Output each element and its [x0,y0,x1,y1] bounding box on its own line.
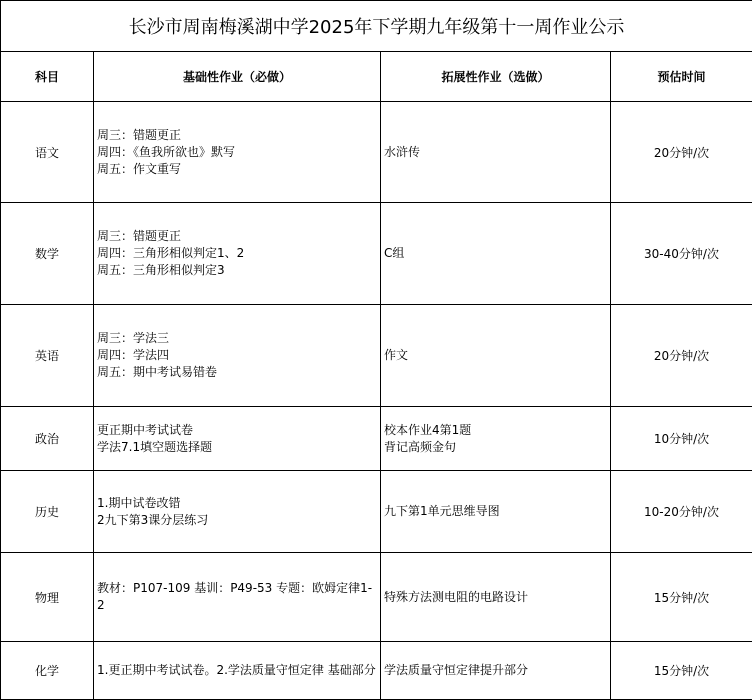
extended-homework-cell [381,642,611,700]
subject-cell: 物理 [1,553,94,642]
basic-homework-cell [94,102,381,203]
table-row [1,102,752,203]
table-row [1,642,752,700]
table-row [1,471,752,553]
basic-homework-line: 周三：错题更正 [97,228,377,245]
extended-homework-cell [381,102,611,203]
basic-homework-cell [94,407,381,471]
basic-homework-cell [94,553,381,642]
basic-homework-line: 2九下第3课分层练习 [97,512,377,529]
header-extended: 拓展性作业（选做） [381,52,611,102]
estimated-time-cell: 20分钟/次 [611,102,752,203]
subject-cell: 数学 [1,203,94,305]
basic-homework-line: 教材：P107-109 基训：P49-53 专题：欧姆定律1-2 [97,580,377,614]
estimated-time-cell: 10分钟/次 [611,407,752,471]
header-time: 预估时间 [611,52,752,102]
subject-cell: 政治 [1,407,94,471]
basic-homework-line: 周四：《鱼我所欲也》默写 [97,144,377,161]
basic-homework-line: 学法7.1填空题选择题 [97,439,377,456]
extended-homework-line: 特殊方法测电阻的电路设计 [384,589,607,606]
extended-homework-line: 水浒传 [384,144,607,161]
extended-homework-line: 校本作业4第1题 [384,422,607,439]
basic-homework-line: 周四：三角形相似判定1、2 [97,245,377,262]
table-row [1,553,752,642]
basic-homework-line: 周四：学法四 [97,347,377,364]
header-basic: 基础性作业（必做） [94,52,381,102]
extended-homework-line: C组 [384,245,607,262]
table-row [1,305,752,407]
basic-homework-line: 1.期中试卷改错 [97,495,377,512]
estimated-time-cell: 20分钟/次 [611,305,752,407]
extended-homework-line: 九下第1单元思维导图 [384,503,607,520]
extended-homework-cell [381,553,611,642]
basic-homework-cell [94,471,381,553]
table-body [1,102,752,700]
table-title: 长沙市周南梅溪湖中学2025年下学期九年级第十一周作业公示 [1,1,752,52]
basic-homework-cell [94,305,381,407]
basic-homework-line: 周三：学法三 [97,330,377,347]
basic-homework-line: 1.更正期中考试试卷。2.学法质量守恒定律 基础部分 [97,662,377,679]
basic-homework-line: 周五：期中考试易错卷 [97,364,377,381]
table-row [1,407,752,471]
estimated-time-cell: 15分钟/次 [611,642,752,700]
basic-homework-cell [94,642,381,700]
basic-homework-cell [94,203,381,305]
basic-homework-line: 周五：作文重写 [97,161,377,178]
basic-homework-line: 周五：三角形相似判定3 [97,262,377,279]
basic-homework-line: 更正期中考试试卷 [97,422,377,439]
subject-cell: 语文 [1,102,94,203]
subject-cell: 历史 [1,471,94,553]
extended-homework-line: 作文 [384,347,607,364]
extended-homework-line: 学法质量守恒定律提升部分 [384,662,607,679]
estimated-time-cell: 30-40分钟/次 [611,203,752,305]
subject-cell: 英语 [1,305,94,407]
extended-homework-cell [381,407,611,471]
extended-homework-cell [381,203,611,305]
basic-homework-line: 周三：错题更正 [97,127,377,144]
extended-homework-cell [381,305,611,407]
estimated-time-cell: 15分钟/次 [611,553,752,642]
extended-homework-cell [381,471,611,553]
estimated-time-cell: 10-20分钟/次 [611,471,752,553]
header-subject: 科目 [1,52,94,102]
extended-homework-line: 背记高频金句 [384,439,607,456]
table-row [1,203,752,305]
subject-cell: 化学 [1,642,94,700]
